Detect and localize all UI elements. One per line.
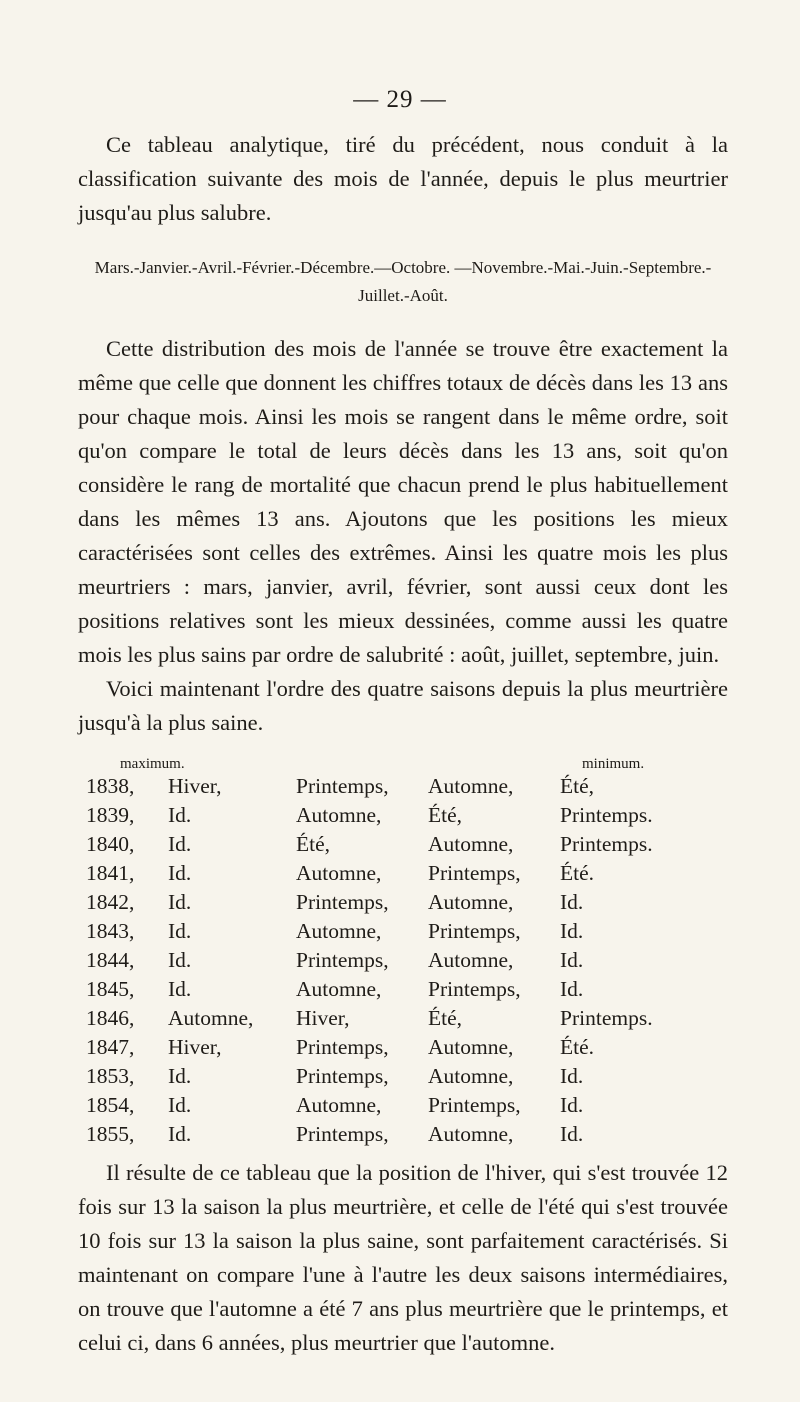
season-second-cell: Printemps, <box>296 890 389 914</box>
season-max-cell: Id. <box>168 919 192 943</box>
year-cell: 1841, <box>86 861 135 885</box>
table-row <box>86 977 700 1006</box>
year-cell: 1845, <box>86 977 135 1001</box>
intro-paragraph: Ce tableau analytique, tiré du précédent, nous conduit à la classification suivante des mois de l'année, depuis le plus meurtrier jusqu'au plus salubre. <box>78 132 728 225</box>
table-row <box>86 1122 700 1151</box>
season-third-cell: Automne, <box>428 1064 514 1088</box>
season-max-cell: Id. <box>168 948 192 972</box>
season-third-cell: Été, <box>428 803 463 827</box>
seasons-table <box>86 774 700 1151</box>
season-third-cell: Printemps, <box>428 1093 521 1117</box>
year-cell: 1847, <box>86 1035 135 1059</box>
season-min-cell: Printemps. <box>560 832 653 856</box>
season-third-cell: Printemps, <box>428 919 521 943</box>
year-cell: 1840, <box>86 832 135 856</box>
season-third-cell: Automne, <box>428 890 514 914</box>
season-max-cell: Id. <box>168 1122 192 1146</box>
season-third-cell: Automne, <box>428 774 514 798</box>
season-second-cell: Printemps, <box>296 1035 389 1059</box>
season-third-cell: Automne, <box>428 832 514 856</box>
season-second-cell: Automne, <box>296 919 382 943</box>
conclusion-paragraph: Il résulte de ce tableau que la position de l'hiver, qui s'est trouvée 12 fois sur 13 la saison la plus meurtrière, et celle de l'été qui s'est trouvée 10 fois sur 13 la saison la plus saine, sont parfaitement caractérisés. Si maintenant on compare l'une à l'autre les deux saisons intermédiaires, on trouve que l'automne a été 7 ans plus meurtrière que le printemps, et celui ci, dans 6 années, plus meurtrier que l'automne. <box>78 1160 728 1355</box>
season-max-cell: Hiver, <box>168 1035 222 1059</box>
table-row <box>86 774 700 803</box>
season-min-cell: Id. <box>560 1093 584 1117</box>
table-row <box>86 803 700 832</box>
table-header-maximum: maximum. <box>120 756 185 772</box>
year-cell: 1846, <box>86 1006 135 1030</box>
year-cell: 1855, <box>86 1122 135 1146</box>
season-min-cell: Printemps. <box>560 1006 653 1030</box>
season-min-cell: Été. <box>560 1035 595 1059</box>
season-third-cell: Été, <box>428 1006 463 1030</box>
season-second-cell: Printemps, <box>296 1122 389 1146</box>
season-max-cell: Id. <box>168 1093 192 1117</box>
page-number: — 29 — <box>353 86 447 113</box>
season-max-cell: Id. <box>168 832 192 856</box>
season-min-cell: Id. <box>560 890 584 914</box>
season-second-cell: Automne, <box>296 1093 382 1117</box>
table-row <box>86 861 700 890</box>
year-cell: 1843, <box>86 919 135 943</box>
season-max-cell: Id. <box>168 861 192 885</box>
year-cell: 1844, <box>86 948 135 972</box>
season-third-cell: Printemps, <box>428 861 521 885</box>
season-min-cell: Id. <box>560 1064 584 1088</box>
season-second-cell: Été, <box>296 832 331 856</box>
distribution-paragraph: Cette distribution des mois de l'année se trouve être exactement la même que celle que donnent les chiffres totaux de décès dans les 13 ans pour chaque mois. Ainsi les mois se rangent dans le même ordre, soit qu'on compare le total de leurs décès dans les 13 ans, soit qu'on considère le rang de mortalité que chacun prend le plus habituellement dans les mêmes 13 ans. Ajoutons que les positions les mieux caractérisées sont celles des extrêmes. Ainsi les quatre mois les plus meurtriers : mars, janvier, avril, février, sont aussi ceux dont les positions relatives sont les mieux dessinées, comme aussi les quatre mois les plus sains par ordre de salubrité : août, juillet, septembre, juin. <box>78 336 728 667</box>
year-cell: 1838, <box>86 774 135 798</box>
year-cell: 1853, <box>86 1064 135 1088</box>
season-second-cell: Printemps, <box>296 774 389 798</box>
table-row <box>86 1006 700 1035</box>
year-cell: 1839, <box>86 803 135 827</box>
season-max-cell: Automne, <box>168 1006 254 1030</box>
year-cell: 1842, <box>86 890 135 914</box>
season-min-cell: Printemps. <box>560 803 653 827</box>
season-min-cell: Id. <box>560 977 584 1001</box>
table-row <box>86 832 700 861</box>
season-second-cell: Hiver, <box>296 1006 350 1030</box>
season-third-cell: Automne, <box>428 1122 514 1146</box>
season-third-cell: Printemps, <box>428 977 521 1001</box>
season-min-cell: Id. <box>560 948 584 972</box>
season-second-cell: Automne, <box>296 803 382 827</box>
table-row <box>86 919 700 948</box>
table-row <box>86 1035 700 1064</box>
season-second-cell: Printemps, <box>296 1064 389 1088</box>
season-min-cell: Id. <box>560 1122 584 1146</box>
table-row <box>86 948 700 977</box>
table-row <box>86 890 700 919</box>
season-min-cell: Été. <box>560 861 595 885</box>
table-row <box>86 1064 700 1093</box>
season-max-cell: Id. <box>168 1064 192 1088</box>
season-third-cell: Automne, <box>428 1035 514 1059</box>
season-min-cell: Été, <box>560 774 595 798</box>
seasons-intro-paragraph: Voici maintenant l'ordre des quatre saisons depuis la plus meurtrière jusqu'à la plus saine. <box>78 676 728 735</box>
season-third-cell: Automne, <box>428 948 514 972</box>
season-min-cell: Id. <box>560 919 584 943</box>
season-second-cell: Printemps, <box>296 948 389 972</box>
season-max-cell: Id. <box>168 890 192 914</box>
season-second-cell: Automne, <box>296 977 382 1001</box>
year-cell: 1854, <box>86 1093 135 1117</box>
season-max-cell: Hiver, <box>168 774 222 798</box>
season-max-cell: Id. <box>168 977 192 1001</box>
season-second-cell: Automne, <box>296 861 382 885</box>
table-header-minimum: minimum. <box>582 756 645 772</box>
months-ranking: Mars.-Janvier.-Avril.-Février.-Décembre.—Octobre. —Novembre.-Mai.-Juin.-Septembre.-Juillet.-Août. <box>94 258 712 305</box>
season-max-cell: Id. <box>168 803 192 827</box>
table-row <box>86 1093 700 1122</box>
